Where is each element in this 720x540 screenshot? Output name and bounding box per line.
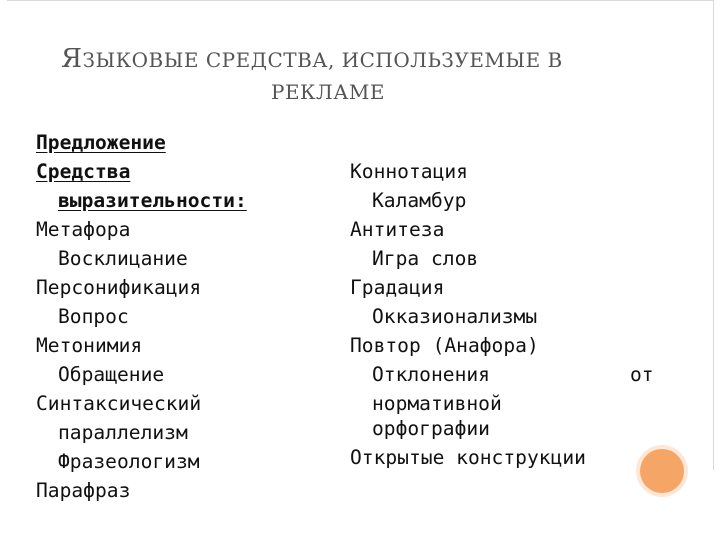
list-item: Фразеологизм [58, 450, 200, 473]
list-item: параллелизм [58, 421, 188, 444]
list-item: Персонификация [36, 276, 202, 299]
list-item: Игра слов [372, 247, 479, 270]
list-item: Повтор (Анафора) [350, 334, 539, 357]
list-item: Коннотация [350, 160, 468, 183]
list-item: орфографии [372, 417, 490, 440]
frame-top-line [7, 0, 714, 1]
title-line-1: ЗЫКОВЫЕ СРЕДСТВА, ИСПОЛЬЗУЕМЫЕ В [82, 48, 563, 72]
list-item: Парафраз [36, 479, 131, 502]
list-item: Окказионализмы [372, 305, 538, 328]
list-item: Синтаксический [36, 392, 202, 415]
heading-means: Средства [36, 160, 131, 183]
frame-right-line [713, 0, 714, 470]
list-item: Антитеза [350, 218, 445, 241]
heading-sentence: Предложение [36, 131, 166, 154]
list-item: Метафора [36, 218, 131, 241]
list-item: Градация [350, 276, 445, 299]
list-item: Восклицание [58, 247, 188, 270]
list-item: Каламбур [372, 189, 467, 212]
list-item: Обращение [58, 363, 165, 386]
list-item: Вопрос [58, 305, 129, 328]
left-column [36, 128, 247, 505]
slide-title [61, 44, 563, 74]
list-item: Метонимия [36, 334, 143, 357]
slide-title-line-2: РЕКЛАМЕ [271, 80, 385, 104]
trailing-word: от [630, 363, 654, 386]
heading-means-cont: выразительности: [58, 189, 247, 212]
list-item: Отклонения [372, 363, 490, 386]
title-initial-letter: Я [61, 44, 83, 74]
list-item: нормативной [372, 392, 502, 415]
decorative-circle [640, 449, 684, 493]
list-item: Открытые конструкции [350, 446, 586, 469]
right-column [350, 157, 586, 472]
